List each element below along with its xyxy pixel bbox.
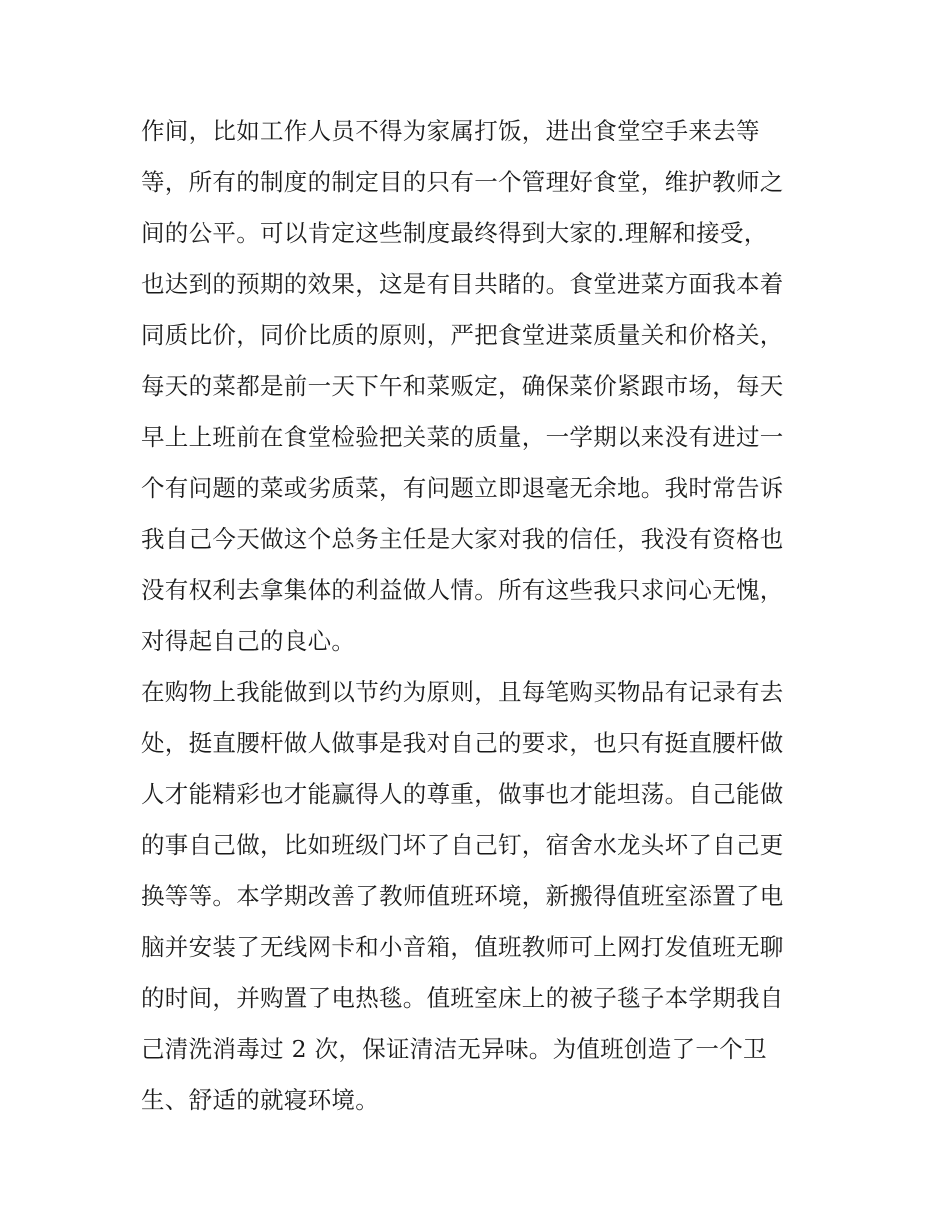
text-line: 早上上班前在食堂检验把关菜的质量，一学期以来没有进过一 xyxy=(141,423,784,451)
text-line: 作间，比如工作人员不得为家属打饭，进出食堂空手来去等 xyxy=(141,117,760,145)
text-line: 我自己今天做这个总务主任是大家对我的信任，我没有资格也 xyxy=(141,525,784,553)
text-line: 脑并安装了无线网卡和小音箱，值班教师可上网打发值班无聊 xyxy=(141,933,784,961)
text-line: 间的公平。可以肯定这些制度最终得到大家的.理解和接受， xyxy=(141,219,768,247)
text-line: 己清洗消毒过 2 次，保证清洁无异味。为值班创造了一个卫 xyxy=(141,1035,767,1063)
text-line: 每天的菜都是前一天下午和菜贩定，确保菜价紧跟市场，每天 xyxy=(141,372,784,400)
text-line: 处，挺直腰杆做人做事是我对自己的要求，也只有挺直腰杆做 xyxy=(141,729,784,757)
text-line: 个有问题的菜或劣质菜，有问题立即退毫无余地。我时常告诉 xyxy=(141,474,784,502)
text-line: 对得起自己的良心。 xyxy=(141,627,356,655)
text-line: 的事自己做，比如班级门坏了自己钉，宿舍水龙头坏了自己更 xyxy=(141,831,784,859)
text-line: 同质比价，同价比质的原则，严把食堂进菜质量关和价格关， xyxy=(141,321,784,349)
text-line: 换等等。本学期改善了教师值班环境，新搬得值班室添置了电 xyxy=(141,882,784,910)
text-line: 也达到的预期的效果，这是有目共睹的。食堂进菜方面我本着 xyxy=(141,270,784,298)
text-line: 生、舒适的就寝环境。 xyxy=(141,1086,379,1114)
text-line: 在购物上我能做到以节约为原则，且每笔购买物品有记录有去 xyxy=(141,678,784,706)
text-line: 人才能精彩也才能赢得人的尊重，做事也才能坦荡。自己能做 xyxy=(141,780,784,808)
text-line: 等，所有的制度的制定目的只有一个管理好食堂，维护教师之 xyxy=(141,168,784,196)
document-body xyxy=(141,106,821,1126)
text-line: 没有权利去拿集体的利益做人情。所有这些我只求问心无愧， xyxy=(141,576,784,604)
text-line: 的时间，并购置了电热毯。值班室床上的被子毯子本学期我自 xyxy=(141,984,784,1012)
